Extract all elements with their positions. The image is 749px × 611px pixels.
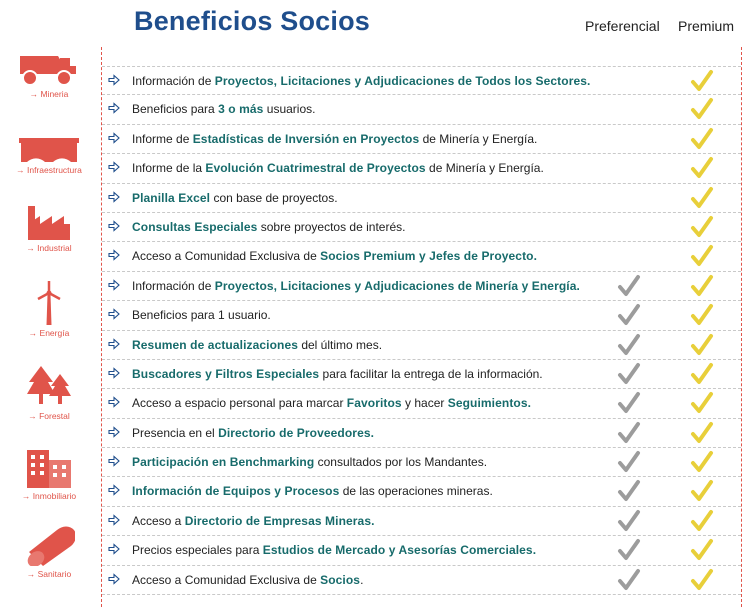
benefit-text-part: Precios especiales para (132, 543, 263, 558)
check-gray-icon (617, 479, 641, 503)
benefit-highlight: Información de Equipos y Procesos (132, 484, 340, 499)
check-gray-icon (617, 391, 641, 415)
check-yellow-icon (690, 215, 714, 239)
check-yellow-icon (690, 97, 714, 121)
benefit-text (132, 338, 382, 352)
benefit-text-part: Beneficios para (132, 102, 219, 117)
benefit-highlight: Directorio de Empresas Mineras. (184, 513, 375, 528)
benefit-text (132, 514, 375, 528)
arrow-right-icon (108, 396, 120, 408)
benefit-text-part: Acceso a espacio personal para marcar (132, 396, 347, 411)
benefit-row (102, 301, 741, 330)
arrow-right-icon (108, 102, 120, 114)
category-energia (0, 281, 98, 338)
arrow-right-icon (108, 426, 120, 438)
benefit-text (132, 249, 537, 263)
benefit-row (102, 389, 741, 418)
benefit-text (132, 279, 580, 293)
benefit-row (102, 125, 741, 154)
benefit-text-part: . (360, 572, 364, 587)
benefit-highlight: Buscadores y Filtros Especiales (132, 366, 320, 381)
category-label: → Infraestructura (16, 165, 82, 175)
benefit-text-part: Beneficios para 1 usuario. (132, 308, 271, 323)
benefit-text-part: consultados por los Mandantes. (314, 455, 488, 470)
divider-right (741, 47, 742, 607)
benefit-highlight: Socios Premium y Jefes de Proyecto. (320, 249, 538, 264)
check-gray-icon (617, 333, 641, 357)
category-industrial (0, 204, 98, 253)
benefit-text (132, 220, 405, 234)
benefit-row (102, 213, 741, 242)
arrow-right-icon (108, 543, 120, 555)
arrow-right-icon (108, 514, 120, 526)
check-yellow-icon (690, 391, 714, 415)
benefit-row (102, 95, 741, 124)
benefit-text-part: Acceso a Comunidad Exclusiva de (132, 249, 321, 264)
benefit-text (132, 191, 338, 205)
benefit-row (102, 477, 741, 506)
benefit-text (132, 308, 271, 322)
benefit-text-part: Información de (132, 278, 215, 293)
benefit-row (102, 566, 741, 595)
benefit-row (102, 331, 741, 360)
benefit-row (102, 448, 741, 477)
factory-icon (24, 204, 74, 240)
category-inmobiliario (0, 446, 98, 501)
benefit-row (102, 360, 741, 389)
check-yellow-icon (690, 156, 714, 180)
benefit-row (102, 419, 741, 448)
column-header-premium: Premium (678, 18, 735, 34)
arrow-right-icon (108, 338, 120, 350)
benefit-text-part: Información de (132, 74, 215, 88)
category-label: → Inmobiliario (21, 491, 77, 501)
benefit-text (132, 161, 544, 175)
benefit-text-part: Informe de la (132, 161, 206, 176)
arrow-right-icon (108, 367, 120, 379)
benefit-row (102, 184, 741, 213)
arrow-right-icon (108, 484, 120, 496)
check-gray-icon (617, 362, 641, 386)
benefit-row (102, 154, 741, 183)
benefit-highlight: 3 o más (218, 102, 264, 117)
arrow-right-icon (108, 279, 120, 291)
check-yellow-icon (690, 303, 714, 327)
benefit-text-part: Presencia en el (132, 425, 219, 440)
benefit-highlight: Evolución Cuatrimestral de Proyectos (205, 161, 426, 176)
pipe-icon (23, 526, 75, 566)
category-label: → Forestal (28, 411, 70, 421)
benefit-row (102, 272, 741, 301)
check-yellow-icon (690, 450, 714, 474)
trees-icon (25, 364, 73, 408)
check-gray-icon (617, 303, 641, 327)
arrow-right-icon (108, 455, 120, 467)
benefit-text-part: Acceso a Comunidad Exclusiva de (132, 572, 321, 587)
category-label: → Energía (28, 328, 70, 338)
category-sanitario (0, 526, 98, 579)
benefit-text (132, 426, 374, 440)
bridge-icon (17, 136, 81, 162)
benefit-text (132, 74, 590, 88)
check-yellow-icon (690, 421, 714, 445)
wind-turbine-icon (34, 281, 64, 325)
benefit-row (102, 242, 741, 271)
category-mineria (0, 50, 98, 99)
benefit-text-part: con base de proyectos. (210, 190, 338, 205)
benefit-highlight: Participación en Benchmarking (132, 455, 315, 470)
category-label: → Mineria (29, 89, 69, 99)
benefit-text (132, 396, 531, 410)
benefit-text-part: para facilitar la entrega de la información. (319, 366, 543, 381)
benefit-text-part: de Minería y Energía. (425, 161, 544, 176)
arrow-right-icon (108, 74, 120, 86)
check-gray-icon (617, 538, 641, 562)
arrow-right-icon (108, 308, 120, 320)
benefit-text (132, 543, 536, 557)
check-yellow-icon (690, 127, 714, 151)
benefit-highlight: Proyectos, Licitaciones y Adjudicaciones de Todos los Sectores. (214, 74, 591, 88)
benefit-row (102, 66, 741, 95)
benefit-text-part: de Minería y Energía. (419, 131, 538, 146)
benefit-text-part: Informe de (132, 131, 193, 146)
check-yellow-icon (690, 362, 714, 386)
check-yellow-icon (690, 186, 714, 210)
benefit-row (102, 536, 741, 565)
check-yellow-icon (690, 538, 714, 562)
check-yellow-icon (690, 568, 714, 592)
check-gray-icon (617, 274, 641, 298)
check-gray-icon (617, 568, 641, 592)
benefit-highlight: Directorio de Proveedores. (218, 425, 375, 440)
benefit-highlight: Seguimientos. (447, 396, 532, 411)
check-yellow-icon (690, 244, 714, 268)
benefit-highlight: Planilla Excel (132, 190, 211, 205)
category-forestal (0, 364, 98, 421)
benefit-highlight: Consultas Especiales (132, 219, 258, 234)
benefit-highlight: Estudios de Mercado y Asesorías Comerciales. (262, 543, 537, 558)
benefit-row (102, 507, 741, 536)
arrow-right-icon (108, 132, 120, 144)
benefit-highlight: Estadísticas de Inversión en Proyectos (192, 131, 420, 146)
mining-truck-icon (18, 50, 80, 86)
check-yellow-icon (690, 509, 714, 533)
page-title: Beneficios Socios (134, 6, 370, 36)
arrow-right-icon (108, 161, 120, 173)
column-header-preferencial: Preferencial (585, 18, 660, 34)
benefit-text (132, 102, 315, 116)
benefit-text-part: del último mes. (298, 337, 383, 352)
benefit-text-part: y hacer (401, 396, 448, 411)
benefit-highlight: Socios (320, 572, 361, 587)
check-yellow-icon (690, 333, 714, 357)
check-yellow-icon (690, 274, 714, 298)
benefit-text (132, 132, 537, 146)
arrow-right-icon (108, 220, 120, 232)
check-gray-icon (617, 509, 641, 533)
benefit-text-part: usuarios. (263, 102, 316, 117)
benefit-text-part: Acceso a (132, 513, 185, 528)
check-gray-icon (617, 450, 641, 474)
arrow-right-icon (108, 573, 120, 585)
benefit-highlight: Favoritos (346, 396, 402, 411)
category-label: → Sanitario (26, 569, 72, 579)
arrow-right-icon (108, 191, 120, 203)
benefits-table (102, 66, 741, 595)
buildings-icon (25, 446, 73, 488)
category-label: → Industrial (26, 243, 72, 253)
benefit-highlight: Proyectos, Licitaciones y Adjudicaciones de Minería y Energía. (214, 278, 580, 293)
category-infraestructura (0, 136, 98, 175)
benefit-highlight: Resumen de actualizaciones (132, 337, 298, 352)
benefit-text (132, 484, 493, 498)
check-yellow-icon (690, 69, 714, 93)
check-gray-icon (617, 421, 641, 445)
benefit-text-part: sobre proyectos de interés. (257, 219, 406, 234)
arrow-right-icon (108, 249, 120, 261)
benefit-text (132, 367, 543, 381)
benefit-text-part: de las operaciones mineras. (339, 484, 493, 499)
benefit-text (132, 573, 363, 587)
benefit-text (132, 455, 487, 469)
check-yellow-icon (690, 479, 714, 503)
